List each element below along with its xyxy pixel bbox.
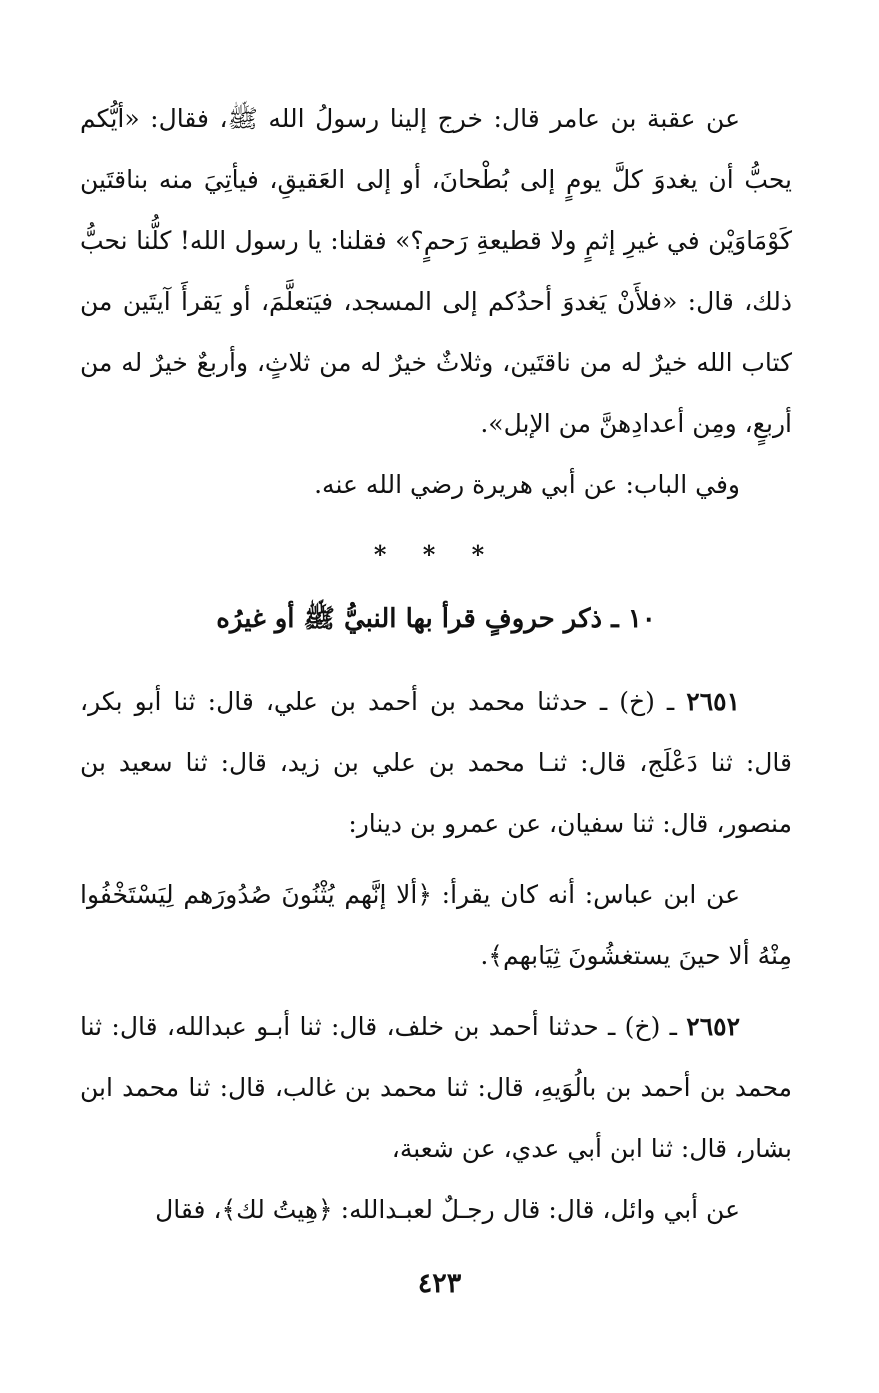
- page-body: [80, 88, 792, 1240]
- hadith-text-uqba: عن عقبة بن عامر قال: خرج إلينا رسولُ الله ﷺ، فقال: «أيُّكم يحبُّ أن يغدوَ كلَّ يومٍ إلى بُطْحانَ، أو إلى العَقيقِ، فيأتِيَ منه بناقتَين كَوْمَاوَيْن في غيرِ إثمٍ ولا قطيعةِ رَحمٍ؟» فقلنا: يا رسول الله! كلُّنا نحبُّ ذلك، قال: «فلأَنْ يَغدوَ أحدُكم إلى المسجد، فيَتعلَّمَ، أو يَقرأَ آيتَين من كتاب الله خيرٌ له من ناقتَين، وثلاثٌ خيرٌ له من ثلاثٍ، وأربعٌ خيرٌ له من أربعٍ، ومِن أعدادِهنَّ من الإبل».: [80, 104, 792, 438]
- in-chapter-note: وفي الباب: عن أبي هريرة رضي الله عنه.: [314, 470, 740, 499]
- hadith-number: ٢٦٥٢: [686, 1012, 740, 1041]
- section-divider: * * *: [373, 540, 499, 569]
- hadith-2652-isnad: [80, 996, 792, 1179]
- isnad-text: ـ (خ) ـ حدثنا أحمد بن خلف، قال: ثنا أبـو عبدالله، قال: ثنا محمد بن أحمد بن بالُوَيهِ، قال: ثنا محمد بن غالب، قال: ثنا محمد ابن بشار، قال: ثنا ابن أبي عدي، عن شعبة،: [80, 1012, 792, 1163]
- hadith-2651-isnad: [80, 671, 792, 854]
- hadith-number: ٢٦٥١: [686, 687, 740, 716]
- isnad-text: ـ (خ) ـ حدثنا محمد بن أحمد بن علي، قال: ثنا أبو بكر، قال: ثنا دَعْلَج، قال: ثنـا محمد بن علي بن زيد، قال: ثنا سعيد بن منصور، قال: ثنا سفيان، عن عمرو بن دينار:: [80, 687, 792, 838]
- hadith-2651-text: عن ابن عباس: أنه كان يقرأ: ﴿ألا إنَّهم يُثْنُونَ صُدُورَهم لِيَسْتَخْفُوا مِنْهُ ألا حينَ يستغشُونَ ثِيَابهم﴾.: [80, 880, 792, 970]
- chapter-title: ١٠ ـ ذكر حروفٍ قرأ بها النبيُّ ﷺ أو غيرُه: [216, 604, 656, 634]
- page-number: ٤٢٣: [417, 1268, 462, 1299]
- hadith-2652-text: عن أبي وائل، قال: قال رجـلٌ لعبـدالله: ﴿هِيتُ لك﴾، فقال: [155, 1195, 740, 1224]
